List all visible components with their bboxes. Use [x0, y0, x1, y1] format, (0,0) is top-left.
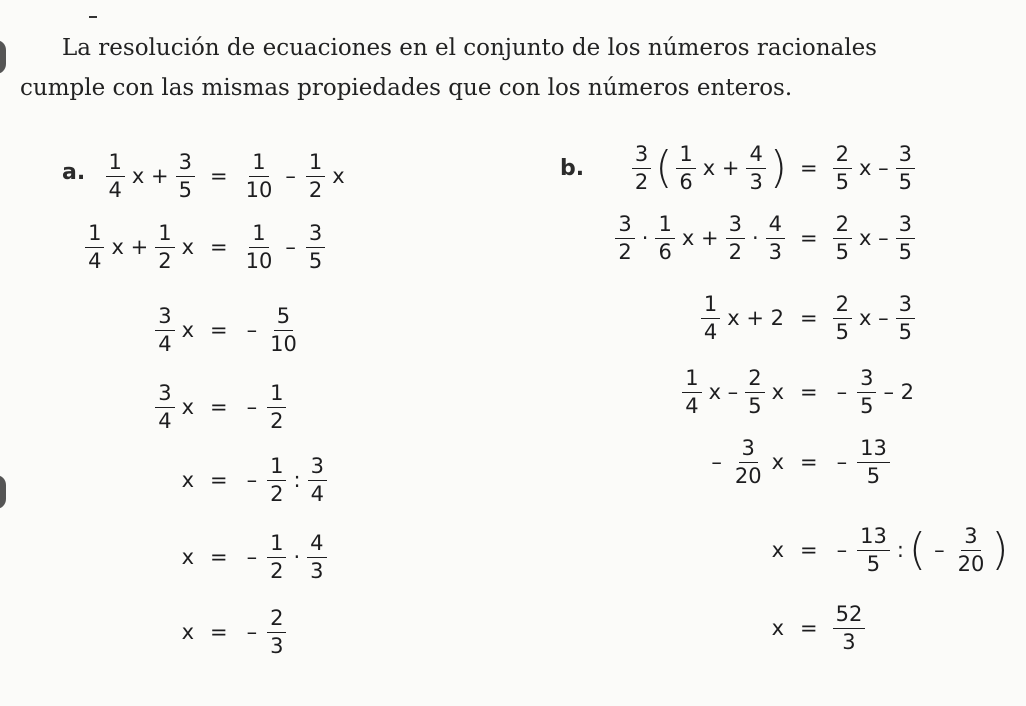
operator: –	[836, 380, 848, 404]
denominator: 5	[898, 319, 912, 344]
numerator: 2	[833, 214, 852, 239]
numerator: 3	[155, 306, 174, 331]
operator: –	[711, 450, 722, 474]
term-text: x –	[858, 226, 889, 250]
equation-lhs	[698, 291, 788, 344]
denominator: 5	[860, 393, 874, 418]
equation-line	[103, 144, 349, 208]
equation-rhs	[830, 291, 918, 344]
numerator: 2	[833, 144, 852, 169]
numerator: 4	[746, 144, 765, 169]
term-text: x	[332, 164, 345, 188]
fraction	[896, 211, 915, 264]
fraction	[833, 211, 852, 264]
term-text: x	[771, 450, 784, 474]
denominator: 5	[835, 239, 849, 264]
binder-hole-top	[0, 40, 6, 74]
numerator: 13	[857, 526, 890, 551]
equation-rhs	[240, 149, 349, 202]
equation-line	[152, 375, 289, 439]
term-text: – 2	[883, 380, 915, 404]
operator: –	[246, 318, 258, 342]
parenthesis: (	[908, 524, 927, 575]
operator: –	[246, 545, 258, 569]
denominator: 4	[108, 177, 122, 202]
fraction	[106, 149, 125, 202]
fraction	[745, 365, 764, 418]
equation-lhs	[178, 620, 198, 644]
numerator: 3	[739, 438, 758, 463]
parenthesis: )	[769, 142, 787, 193]
equation-line	[178, 448, 330, 512]
term-text: x	[771, 616, 784, 640]
equation-lhs	[152, 303, 198, 356]
denominator: 5	[898, 239, 912, 264]
denominator: 2	[728, 239, 742, 264]
numerator: 3	[896, 294, 915, 319]
fraction	[308, 453, 327, 506]
denominator: 20	[957, 551, 985, 576]
fraction	[833, 291, 852, 344]
equation-rhs	[240, 380, 290, 433]
numerator: 5	[274, 306, 293, 331]
fraction	[155, 303, 174, 356]
denominator: 2	[270, 481, 284, 506]
equation-lhs	[768, 616, 788, 640]
fraction	[857, 365, 876, 418]
numerator: 3	[961, 526, 980, 551]
numerator: 1	[306, 152, 325, 177]
term-text: x –	[858, 156, 889, 180]
equals-sign: =	[210, 235, 228, 259]
numerator: 1	[676, 144, 695, 169]
numerator: 3	[306, 223, 325, 248]
fraction	[155, 380, 174, 433]
numerator: 13	[857, 438, 890, 463]
fraction	[682, 365, 701, 418]
exercise-a-label: a.	[62, 160, 86, 185]
term-text: x	[771, 380, 784, 404]
numerator: 1	[249, 152, 268, 177]
fraction	[701, 291, 720, 344]
term-text: x –	[708, 380, 739, 404]
fraction	[267, 605, 286, 658]
equation-rhs	[240, 530, 330, 583]
fraction	[732, 435, 765, 488]
numerator: 3	[308, 456, 327, 481]
equation-lhs	[152, 380, 198, 433]
fraction	[267, 380, 286, 433]
denominator: 5	[835, 319, 849, 344]
term-text: x + 2	[727, 306, 784, 330]
numerator: 1	[267, 533, 286, 558]
equation-line	[152, 298, 303, 362]
denominator: 2	[618, 239, 632, 264]
equation-line	[768, 518, 1010, 582]
numerator: 3	[155, 383, 174, 408]
margin-mark	[89, 16, 97, 18]
equation-lhs	[612, 211, 788, 264]
fraction	[243, 149, 276, 202]
fraction	[615, 211, 634, 264]
equation-lhs	[178, 545, 198, 569]
equation-rhs	[830, 365, 918, 418]
numerator: 3	[726, 214, 745, 239]
exercise-b-label: b.	[560, 156, 585, 181]
numerator: 1	[267, 456, 286, 481]
numerator: 3	[896, 214, 915, 239]
term-text: x	[771, 538, 784, 562]
denominator: 10	[245, 248, 273, 273]
term-text: x	[181, 318, 194, 342]
fraction	[746, 141, 765, 194]
denominator: 20	[734, 463, 762, 488]
fraction	[306, 220, 325, 273]
term-text: x	[181, 620, 194, 644]
denominator: 2	[270, 408, 284, 433]
intro-line-1: La resolución de ecuaciones en el conjunto de los números racionales	[62, 35, 877, 61]
fraction	[267, 303, 300, 356]
equation-line	[698, 286, 918, 350]
denominator: 5	[308, 248, 323, 273]
fraction	[833, 141, 852, 194]
fraction	[85, 220, 104, 273]
equation-rhs	[240, 605, 290, 658]
fraction	[267, 530, 286, 583]
fraction	[655, 211, 674, 264]
numerator: 1	[85, 223, 104, 248]
denominator: 4	[158, 331, 172, 356]
denominator: 4	[158, 408, 172, 433]
denominator: 3	[749, 169, 763, 194]
fraction	[896, 141, 915, 194]
term-text: x	[181, 468, 194, 492]
numerator: 52	[833, 604, 866, 629]
operator: –	[285, 235, 296, 259]
denominator: 5	[835, 169, 849, 194]
denominator: 2	[634, 169, 649, 194]
term-text: x +	[681, 226, 719, 250]
fraction	[857, 435, 890, 488]
fraction	[307, 530, 326, 583]
numerator: 1	[267, 383, 286, 408]
denominator: 5	[178, 177, 192, 202]
equation-lhs	[629, 141, 788, 194]
term-text: x	[181, 545, 194, 569]
equals-sign: =	[800, 226, 818, 250]
equals-sign: =	[210, 545, 228, 569]
fraction	[726, 211, 745, 264]
operator: –	[246, 468, 258, 492]
equation-rhs	[240, 220, 329, 273]
numerator: 2	[745, 368, 764, 393]
numerator: 2	[267, 608, 286, 633]
equals-sign: =	[800, 450, 818, 474]
equation-rhs	[830, 435, 893, 488]
fraction	[766, 211, 785, 264]
term-text: ·	[641, 226, 649, 250]
numerator: 3	[857, 368, 876, 393]
term-text: ·	[293, 545, 301, 569]
equation-lhs	[178, 468, 198, 492]
fraction	[306, 149, 325, 202]
denominator: 2	[158, 248, 172, 273]
equals-sign: =	[800, 156, 818, 180]
fraction	[155, 220, 174, 273]
term-text: x	[181, 395, 194, 419]
numerator: 4	[307, 533, 326, 558]
numerator: 3	[632, 144, 651, 169]
equals-sign: =	[210, 318, 228, 342]
term-text: x	[181, 235, 194, 259]
equation-rhs	[830, 211, 918, 264]
denominator: 5	[866, 463, 881, 488]
fraction	[243, 220, 276, 273]
numerator: 1	[682, 368, 701, 393]
numerator: 1	[155, 223, 174, 248]
intro-paragraph	[20, 28, 1010, 108]
equals-sign: =	[800, 616, 818, 640]
numerator: 4	[766, 214, 785, 239]
equation-lhs	[679, 365, 788, 418]
equation-line	[629, 136, 918, 200]
denominator: 5	[898, 169, 912, 194]
denominator: 6	[679, 169, 693, 194]
operator: –	[246, 620, 258, 644]
numerator: 1	[701, 294, 720, 319]
denominator: 2	[308, 177, 323, 202]
term-text: x –	[858, 306, 889, 330]
equation-lhs	[768, 538, 788, 562]
equation-rhs	[830, 601, 869, 654]
fraction	[857, 523, 890, 576]
equation-line	[612, 206, 918, 270]
equation-lhs	[82, 220, 198, 273]
denominator: 10	[245, 177, 273, 202]
denominator: 4	[685, 393, 699, 418]
numerator: 3	[896, 144, 915, 169]
equals-sign: =	[210, 395, 228, 419]
equation-rhs	[240, 303, 303, 356]
denominator: 3	[842, 629, 856, 654]
equals-sign: =	[210, 468, 228, 492]
term-text: x +	[702, 156, 740, 180]
numerator: 1	[106, 152, 125, 177]
term-text: :	[896, 538, 904, 562]
fraction	[955, 523, 988, 576]
denominator: 3	[768, 239, 782, 264]
operator: –	[246, 395, 258, 419]
term-text: :	[293, 468, 301, 492]
term-text: ·	[751, 226, 759, 250]
equation-lhs	[704, 435, 788, 488]
denominator: 4	[88, 248, 102, 273]
parenthesis: (	[655, 142, 673, 193]
denominator: 10	[270, 331, 297, 356]
numerator: 1	[249, 223, 268, 248]
denominator: 3	[270, 633, 284, 658]
fraction	[267, 453, 286, 506]
numerator: 3	[615, 214, 634, 239]
denominator: 5	[748, 393, 762, 418]
operator: –	[285, 164, 296, 188]
numerator: 2	[833, 294, 852, 319]
denominator: 4	[703, 319, 718, 344]
fraction	[176, 149, 195, 202]
parenthesis: )	[991, 524, 1009, 575]
fraction	[833, 601, 866, 654]
numerator: 3	[176, 152, 195, 177]
equals-sign: =	[210, 620, 228, 644]
denominator: 3	[310, 558, 324, 583]
equation-rhs	[830, 141, 918, 194]
operator: –	[934, 538, 945, 562]
fraction	[632, 141, 651, 194]
fraction	[676, 141, 695, 194]
term-text: x +	[111, 235, 149, 259]
term-text: x +	[131, 164, 169, 188]
equation-line	[704, 430, 893, 494]
fraction	[896, 291, 915, 344]
operator: –	[836, 450, 848, 474]
equation-line	[178, 600, 290, 664]
equals-sign: =	[800, 380, 818, 404]
operator: –	[836, 538, 848, 562]
equation-line	[178, 525, 330, 589]
equals-sign: =	[210, 164, 228, 188]
equals-sign: =	[800, 538, 818, 562]
equation-rhs	[240, 453, 330, 506]
intro-line-2: cumple con las mismas propiedades que con los números enteros.	[20, 75, 793, 101]
equation-line	[82, 215, 328, 279]
equation-lhs	[103, 149, 198, 202]
equation-rhs	[830, 523, 1010, 576]
equation-line	[679, 360, 918, 424]
equation-line	[768, 596, 869, 660]
equals-sign: =	[800, 306, 818, 330]
denominator: 6	[658, 239, 672, 264]
denominator: 5	[866, 551, 881, 576]
denominator: 4	[310, 481, 324, 506]
numerator: 1	[655, 214, 674, 239]
denominator: 2	[270, 558, 284, 583]
binder-hole-bottom	[0, 475, 6, 509]
